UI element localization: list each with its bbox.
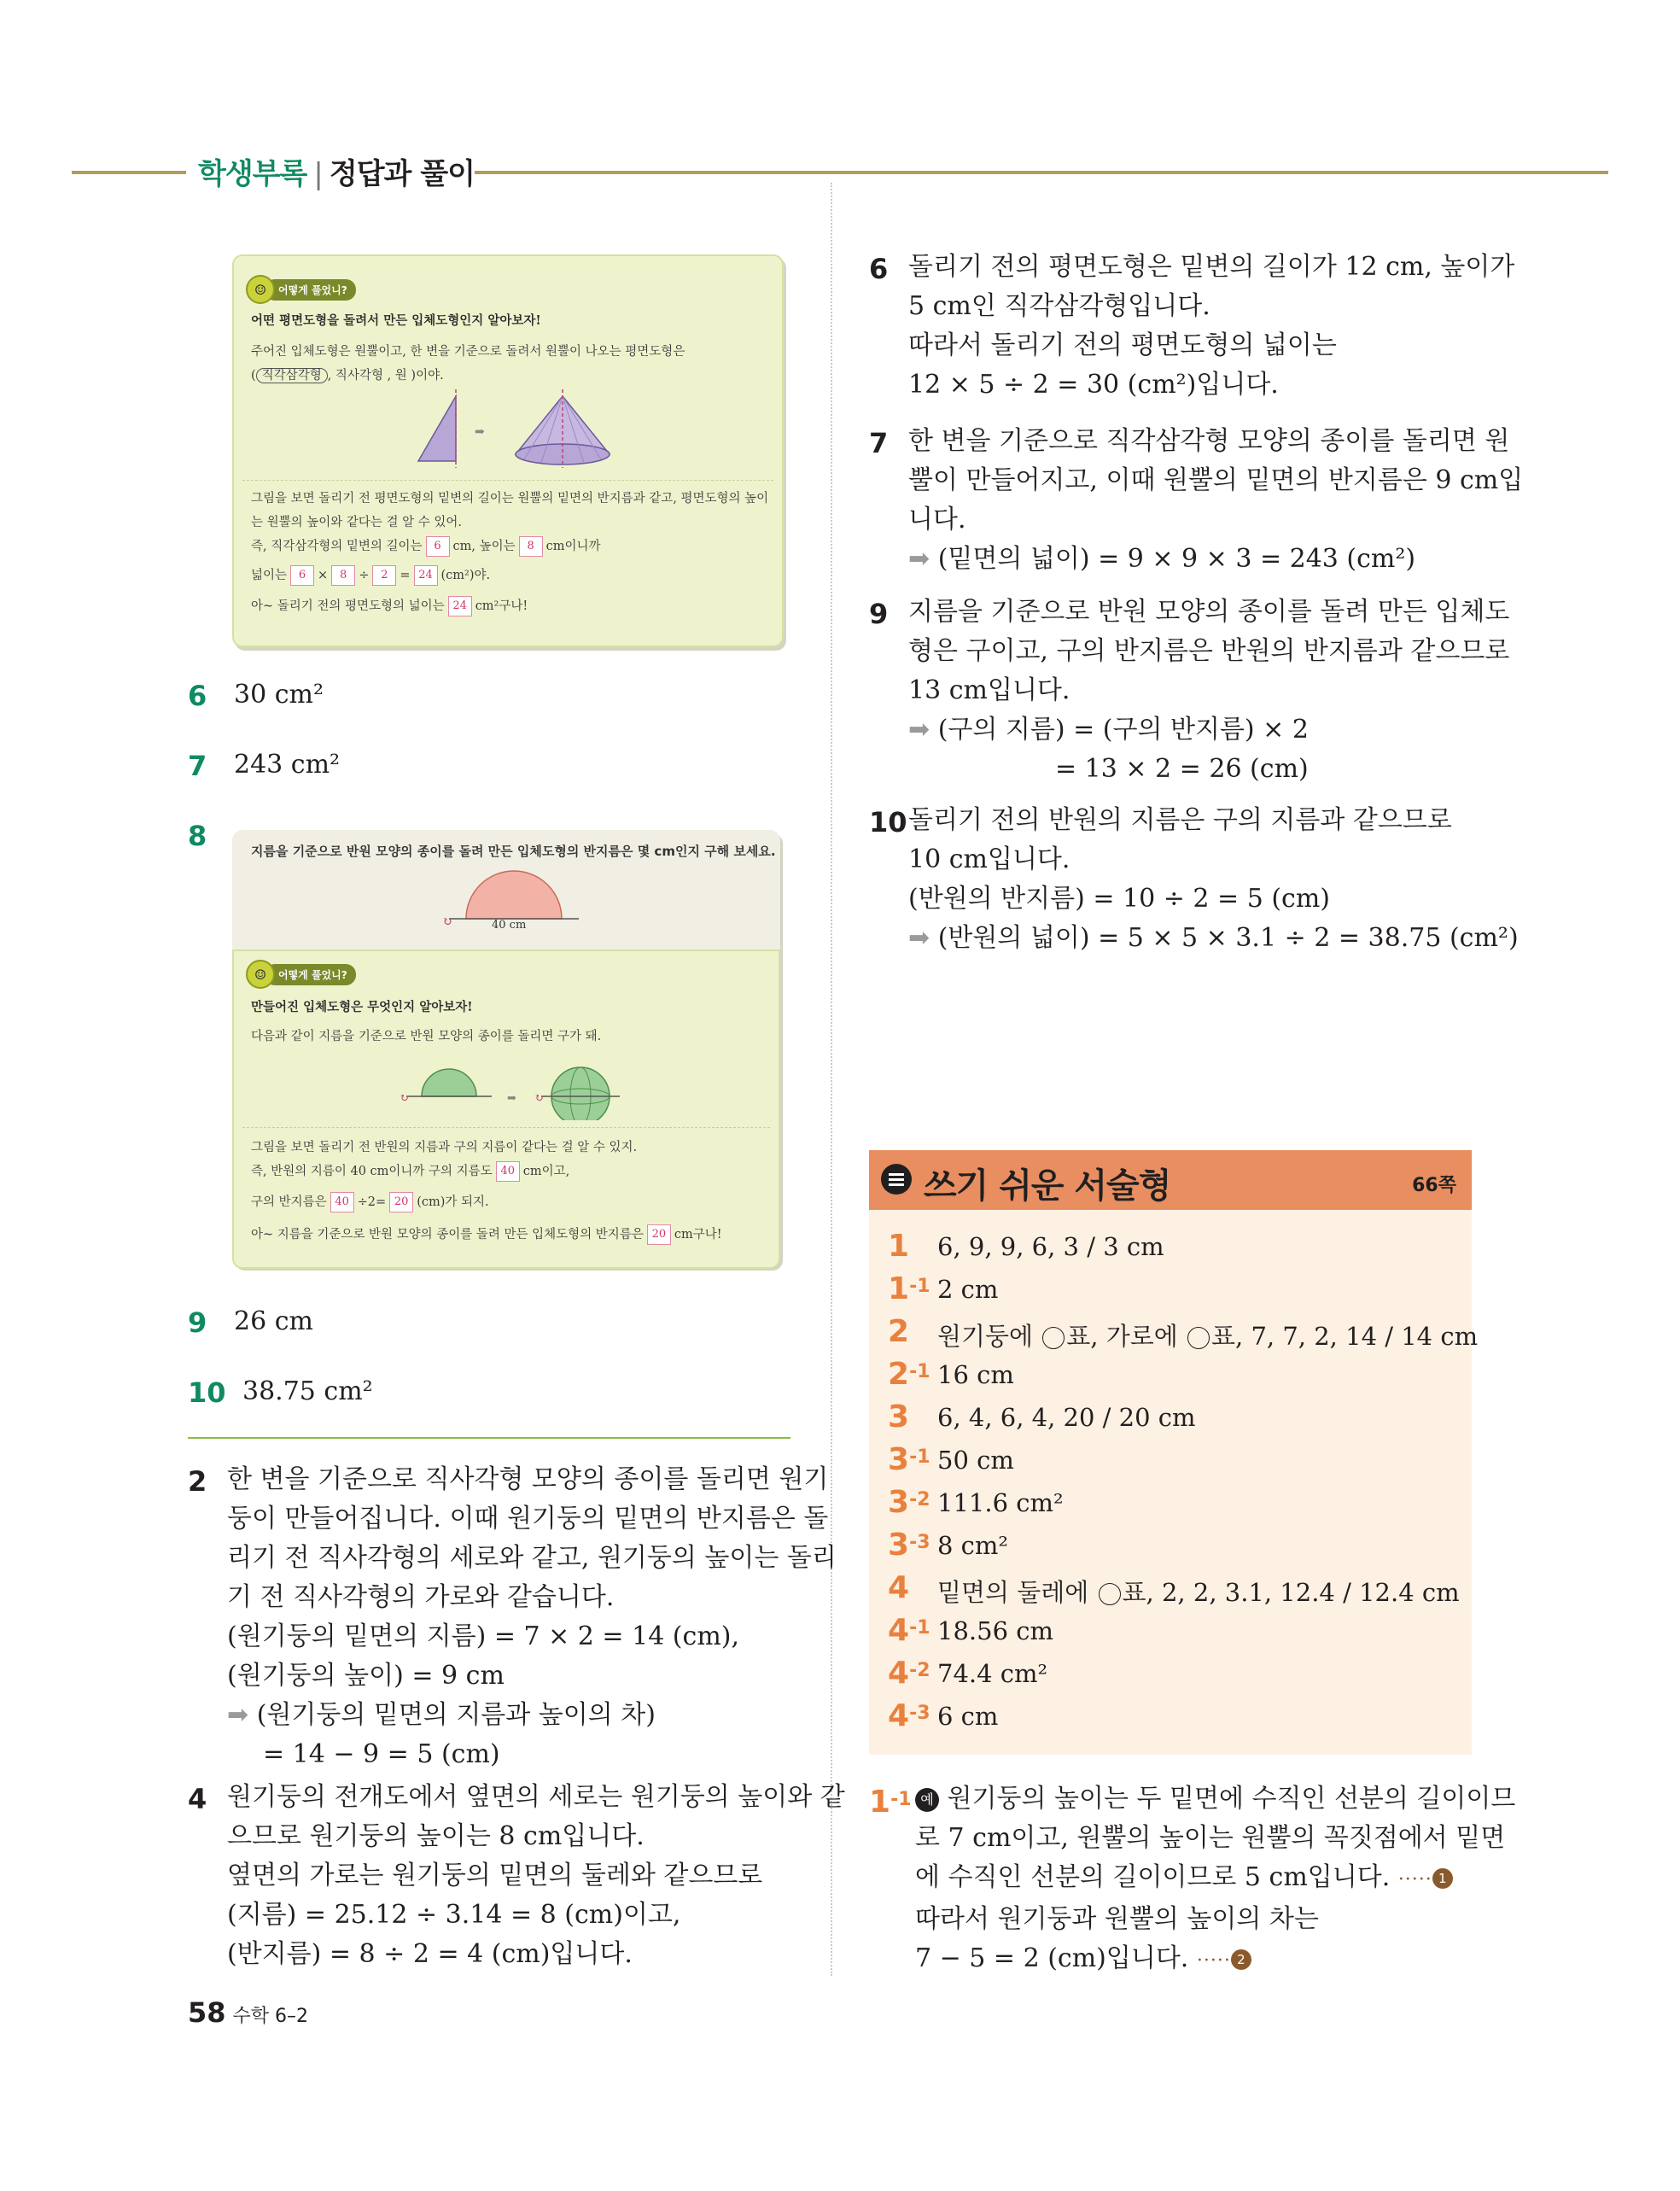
writing-item-value: 2 cm	[937, 1275, 999, 1304]
answer-value: 243 cm²	[234, 750, 341, 780]
box8-line: 다음과 같이 지름을 기준으로 반원 모양의 종이를 돌리면 구가 돼.	[251, 1030, 602, 1043]
section-divider	[188, 1437, 790, 1439]
how-solved-badge: ☺ 어떻게 풀었니?	[246, 275, 356, 304]
writing-item-value: 50 cm	[937, 1446, 1014, 1475]
page-number: 58	[188, 1996, 226, 2029]
semicircle-to-sphere-diagram	[388, 1052, 644, 1120]
page-reference: 66쪽	[1412, 1175, 1456, 1196]
arrow-icon: ➡	[227, 1700, 249, 1730]
example-badge: 예	[915, 1788, 939, 1812]
answer-number: 8	[188, 820, 207, 852]
arrow-icon: ➡	[908, 544, 930, 574]
svg-text:↻: ↻	[534, 1092, 544, 1105]
writing-item-number: $4^{-2}$	[888, 1656, 930, 1691]
writing-item-value: 원기둥에 표, 가로에 표, 7, 7, 2, 14 / 14 cm	[937, 1322, 1479, 1351]
arrow-icon: ➡	[908, 923, 930, 953]
writing-item-value: 6 cm	[937, 1702, 999, 1731]
box8-line: 구의 반지름은 40 ÷2= 20 (cm)가 되지.	[251, 1192, 489, 1212]
svg-text:➡: ➡	[475, 425, 485, 439]
writing-item-number: 1	[888, 1229, 910, 1264]
svg-text:↻: ↻	[442, 915, 452, 929]
writing-section-header	[869, 1150, 1472, 1210]
writing-item-value: 8 cm²	[937, 1531, 1009, 1560]
answer-number: 6	[188, 680, 207, 712]
smile-face-icon: ☺	[246, 960, 275, 989]
problem-number: 7	[869, 427, 889, 459]
writing-item-number: $3^{-2}$	[888, 1485, 930, 1520]
answer-value: 26 cm	[234, 1306, 313, 1336]
box8-line: 그림을 보면 돌리기 전 반원의 지름과 구의 지름이 같다는 걸 알 수 있지.	[251, 1141, 638, 1154]
arrow-icon: ➡	[908, 715, 930, 745]
explanation-4: 원기둥의 전개도에서 옆면의 세로는 원기둥의 높이와 같 으므로 원기둥의 높이는 8 cm입니다. 옆면의 가로는 원기둥의 밑면의 둘레와 같으므로 (지름) = 25.12 ÷ 3.14 = 8 (cm)이고, (반지름) = 8 ÷ 2 = 4 (cm)입니다.	[227, 1782, 845, 1969]
box1-line: 그림을 보면 돌리기 전 평면도형의 밑변의 길이는 원뿔의 밑면의 반지름과 같고, 평면도형의 높이	[251, 492, 769, 505]
writing-answers	[869, 1210, 1479, 1755]
answer-number: 9	[188, 1306, 207, 1339]
explanation-6: 돌리기 전의 평면도형은 밑변의 길이가 12 cm, 높이가 5 cm인 직각삼각형입니다. 따라서 돌리기 전의 평면도형의 넓이는 12 × 5 ÷ 2 = 30 (cm²)입니다.	[908, 252, 1515, 400]
explanation-9: 지름을 기준으로 반원 모양의 종이를 돌려 만든 입체도 형은 구이고, 구의 반지름은 반원의 반지름과 같으므로 13 cm입니다. ➡ (구의 지름) = (구의 반지름) × 2 = 13 × 2 = 26 (cm)	[908, 597, 1510, 784]
problem-number: 6	[869, 253, 889, 285]
writing-item-value: 111.6 cm²	[937, 1488, 1064, 1517]
page-footer	[188, 1996, 308, 2029]
explanation-7: 한 변을 기준으로 직각삼각형 모양의 종이를 돌리면 원 뿔이 만들어지고, 이때 원뿔의 밑면의 반지름은 9 cm입 니다. ➡ (밑면의 넓이) = 9 × 9 × 3 = 243 (cm²)	[908, 426, 1524, 574]
box1-line: 어떤 평면도형을 돌려서 만든 입체도형인지 알아보자!	[251, 313, 541, 328]
writing-item-number: 2	[888, 1314, 910, 1349]
header-title: 학생부록 | 정답과 풀이	[198, 157, 475, 191]
header-rule-right	[475, 171, 1608, 174]
writing-item-value: 6, 4, 6, 4, 20 / 20 cm	[937, 1403, 1196, 1432]
writing-item-number: $1^{-1}$	[888, 1271, 930, 1306]
box1-line: 넓이는 6 × 8 ÷ 2 = 24 (cm²)야.	[251, 565, 490, 586]
list-icon	[881, 1164, 912, 1195]
writing-item-number: $4^{-3}$	[888, 1698, 930, 1733]
writing-section-title: 쓰기 쉬운 서술형	[924, 1166, 1171, 1206]
circle-mark-icon	[1099, 1583, 1121, 1605]
problem-number: 9	[869, 598, 889, 630]
box1-line: 주어진 입체도형은 원뿔이고, 한 변을 기준으로 돌려서 원뿔이 나오는 평면도형은	[251, 345, 685, 359]
selected-option: 직각삼각형	[256, 368, 328, 383]
how-solved-badge: ☺ 어떻게 풀었니?	[246, 960, 356, 989]
box8-line: 아~ 지름을 기준으로 반원 모양의 종이를 돌려 만든 입체도형의 반지름은 20 cm구나!	[251, 1224, 722, 1245]
step-marker: 1	[1432, 1868, 1453, 1889]
explanation-2: 한 변을 기준으로 직사각형 모양의 종이를 돌리면 원기 둥이 만들어집니다. 이때 원기둥의 밑면의 반지름은 돌 리기 전 직사각형의 세로와 같고, 원기둥의 높이는 돌리 기 전 직사각형의 가로와 같습니다. (원기둥의 밑면의 지름) = 7 × 2 = 14 (cm), (원기둥의 높이) = 9 cm ➡ (원기둥의 밑면의 지름과 높이의 차) = 14 − 9 = 5 (cm)	[227, 1464, 837, 1769]
box1-line: 아~ 돌리기 전의 평면도형의 넓이는 24 cm²구나!	[251, 596, 528, 616]
writing-item-number: $3^{-3}$	[888, 1528, 930, 1563]
writing-item-value: 74.4 cm²	[937, 1659, 1048, 1688]
cone-diagram	[405, 384, 627, 478]
box8-line: 즉, 반원의 지름이 40 cm이니까 구의 지름도 40 cm이고,	[251, 1161, 569, 1182]
problem-number: 10	[869, 806, 907, 838]
box1-line: 는 원뿔의 높이와 같다는 걸 알 수 있어.	[251, 516, 462, 529]
solution-1-1: 예 원기둥의 높이는 두 밑면에 수직인 선분의 길이이므 로 7 cm이고, 원뿔의 높이는 원뿔의 꼭짓점에서 밑면 에 수직인 선분의 길이이므로 5 cm입니다. ····· 1 따라서 원기둥과 원뿔의 높이의 차는 7 − 5 = 2 (cm)입니다. ····· 2	[915, 1784, 1516, 1973]
writing-item-number: $4^{-1}$	[888, 1613, 930, 1648]
explanation-10: 돌리기 전의 반원의 지름은 구의 지름과 같으므로 10 cm입니다. (반원의 반지름) = 10 ÷ 2 = 5 (cm) ➡ (반원의 넓이) = 5 × 5 × 3.1 ÷ 2 = 38.75 (cm²)	[908, 805, 1519, 953]
problem-number: 2	[188, 1465, 207, 1498]
answer-value: 30 cm²	[234, 680, 324, 710]
book-title: 수학 6–2	[232, 2006, 309, 2027]
box8-line: 만들어진 입체도형은 무엇인지 알아보자!	[251, 1000, 473, 1014]
writing-item-number: 3	[888, 1399, 910, 1434]
header-rule-left	[72, 171, 186, 174]
answer-number: 10	[188, 1376, 226, 1409]
box1-line: ( 직각삼각형 , 직사각형 , 원 )이야.	[251, 369, 444, 383]
problem-8-question: 지름을 기준으로 반원 모양의 종이를 돌려 만든 입체도형의 반지름은 몇 cm인지 구해 보세요.	[251, 844, 776, 859]
writing-item-number: 4	[888, 1570, 910, 1605]
svg-text:↻: ↻	[400, 1092, 409, 1105]
svg-text:➡: ➡	[507, 1092, 516, 1105]
writing-item-number: $3^{-1}$	[888, 1442, 930, 1477]
box1-line: 즉, 직각삼각형의 밑변의 길이는 6 cm, 높이는 8 cm이니까	[251, 536, 601, 557]
solution-box-8	[232, 949, 780, 1269]
answer-number: 7	[188, 750, 207, 782]
solution-number: $1^{-1}$	[869, 1785, 912, 1820]
step-marker: 2	[1231, 1949, 1251, 1970]
circle-mark-icon	[1187, 1327, 1210, 1349]
writing-item-value: 18.56 cm	[937, 1616, 1053, 1645]
writing-item-value: 밑면의 둘레에 표, 2, 2, 3.1, 12.4 / 12.4 cm	[937, 1578, 1460, 1607]
writing-item-value: 6, 9, 9, 6, 3 / 3 cm	[937, 1232, 1164, 1261]
writing-item-value: 16 cm	[937, 1360, 1014, 1389]
problem-8-box	[232, 830, 780, 1267]
answer-value: 38.75 cm²	[242, 1376, 373, 1406]
circle-mark-icon	[1042, 1327, 1065, 1349]
solution-box-1	[232, 254, 784, 647]
problem-number: 4	[188, 1783, 207, 1815]
smile-face-icon: ☺	[246, 275, 275, 304]
writing-item-number: $2^{-1}$	[888, 1357, 930, 1392]
diameter-label: 40 cm	[492, 919, 527, 932]
